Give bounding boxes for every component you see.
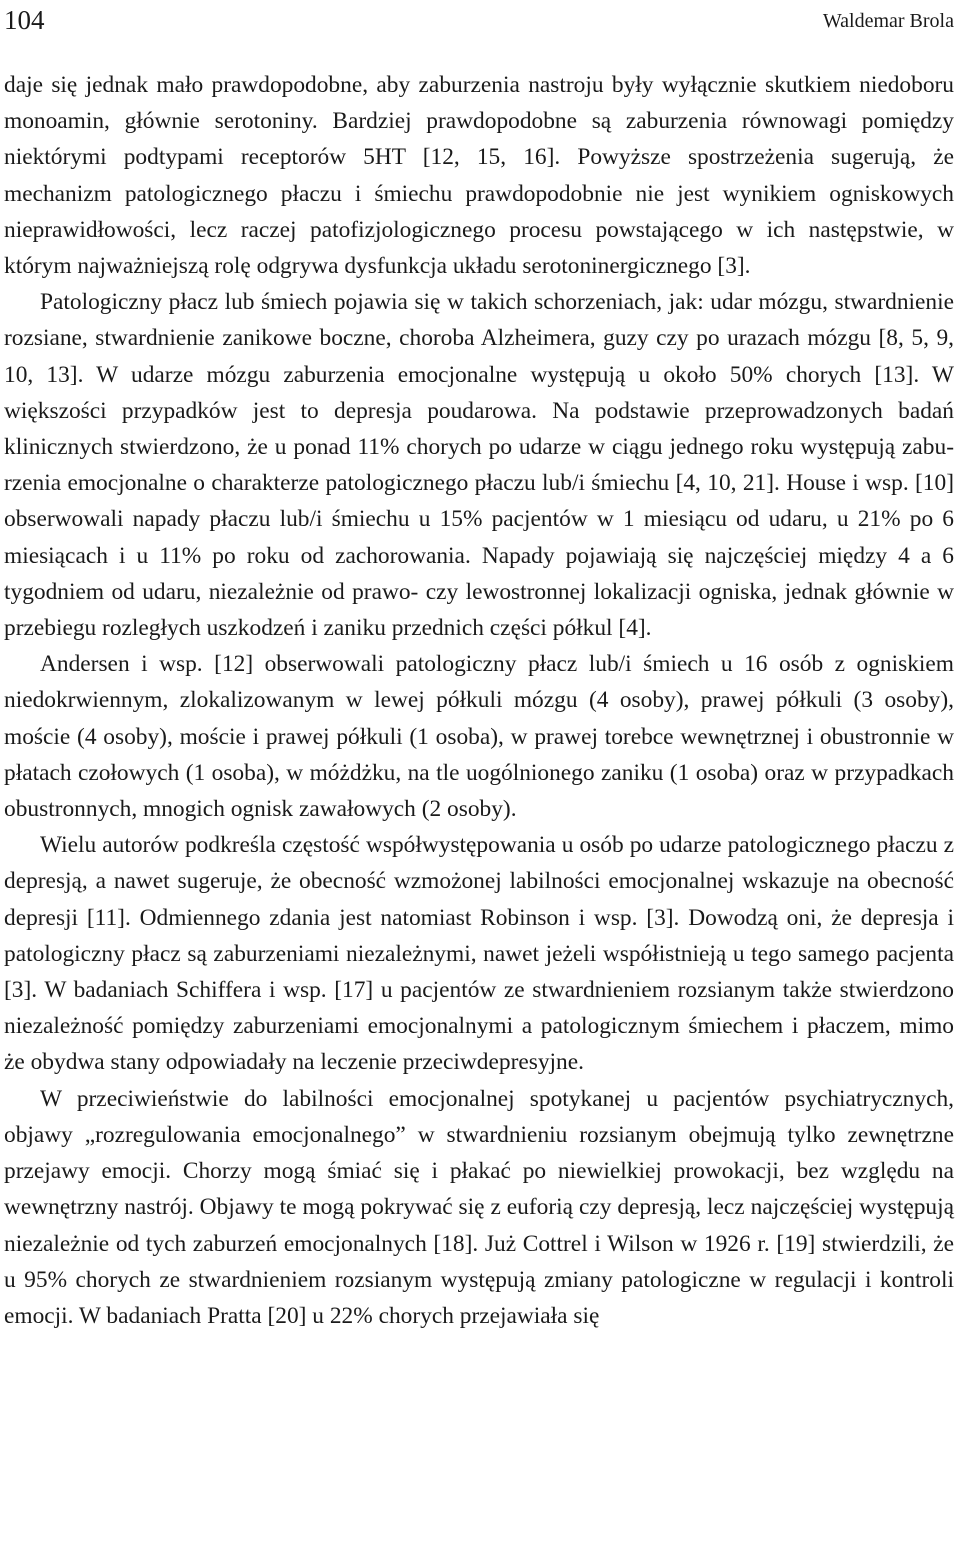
- paragraph: Patologiczny płacz lub śmiech pojawia się w takich schorzeniach, jak: udar mózgu, stwardnienie rozsiane, stwardnienie zanikowe boczne, choroba Alzheimera, guzy czy po urazach mózgu [8, 5, 9, 10, 13]. W udarze mózgu zaburzenia emocjonalne występują u około 50% chorych [13]. W większości przypadków jest to depresja poudarowa. Na podstawie przeprowadzonych badań klinicznych stwierdzono, że u ponad 11% chorych po udarze w ciągu jednego roku występują zaburzenia emocjonalne o charakterze patologicznego płaczu lub/i śmiechu [4, 10, 21]. House i wsp. [10] obserwowali napady płaczu lub/i śmiechu u 15% pacjentów w 1 miesiącu od udaru, u 21% po 6 miesiącach i u 11% po roku od zachorowania. Napady pojawiają się najczęściej między 4 a 6 tygodniem od udaru, niezależnie od prawo- czy lewostronnej lokalizacji ogniska, jednak głównie w przebiegu rozległych uszkodzeń i zaniku przednich części półkul [4].: [4, 289, 954, 642]
- paragraph-continued: daje się jednak mało prawdopodobne, aby zaburzenia nastroju były wyłącznie skutkiem niedoboru monoamin, głównie serotoniny. Bardziej prawdopodobne są zaburzenia równowagi pomiędzy niektórymi podtypami receptorów 5HT [12, 15, 16]. Powyższe spostrzeżenia sugerują, że mechanizm patologicznego płaczu i śmiechu prawdopodobnie nie jest wynikiem ogniskowych nieprawidłowości, lecz raczej patofizjologicznego procesu powstającego w ich następstwie, w którym najważniejszą rolę odgrywa dysfunkcja układu serotoninergicznego [3].: [4, 72, 954, 280]
- body-text: [4, 67, 954, 1334]
- author-name: Waldemar Brola: [822, 10, 954, 32]
- paragraph: Andersen i wsp. [12] obserwowali patologiczny płacz lub/i śmiech u 16 osób z ogniskiem niedokrwiennym, zlokalizowanym w lewej półkuli mózgu (4 osoby), prawej półkuli (3 osoby), moście (4 osoby), moście i prawej półkuli (1 osoba), w prawej torebce wewnętrznej i obustronnie w płatach czołowych (1 osoba), w móżdżku, na tle uogólnionego zaniku (1 osoba) oraz w przypadkach obustronnych, mnogich ognisk zawałowych (2 osoby).: [4, 651, 954, 823]
- running-header: [4, 2, 954, 38]
- paragraph: W przeciwieństwie do labilności emocjonalnej spotykanej u pacjentów psychiatrycznych, objawy „rozregulowania emocjonalnego” w stwardnieniu rozsianym obejmują tylko zewnętrzne przejawy emocji. Chorzy mogą śmiać się i płakać po niewielkiej prowokacji, bez względu na wewnętrzny nastrój. Objawy te mogą pokrywać się z euforią czy depresją, lecz najczęściej występują niezależnie od tych zaburzeń emocjonalnych [18]. Już Cottrel i Wilson w 1926 r. [19] stwierdzili, że u 95% chorych ze stwardnieniem rozsianym występują zmiany patologiczne w regulacji i kontroli emocji. W badaniach Pratta [20] u 22% chorych przejawiała się: [4, 1085, 954, 1329]
- page-number: 104: [4, 5, 45, 35]
- paragraph: Wielu autorów podkreśla częstość współwystępowania u osób po udarze patologicznego płaczu z depresją, a nawet sugeruje, że obecność wzmożonej labilności emocjonalnej wskazuje na obecność depresji [11]. Odmiennego zdania jest natomiast Robinson i wsp. [3]. Dowodzą oni, że depresja i patologiczny płacz są zaburzeniami niezależnymi, nawet jeżeli współistnieją u tego samego pacjenta [3]. W badaniach Schiffera i wsp. [17] u pacjentów ze stwardnieniem rozsianym także stwierdzono niezależność pomiędzy zaburzeniami emocjonalnymi a patologicznym śmiechem i płaczem, mimo że obydwa stany odpowiadały na leczenie przeciwdepresyjne.: [4, 832, 954, 1076]
